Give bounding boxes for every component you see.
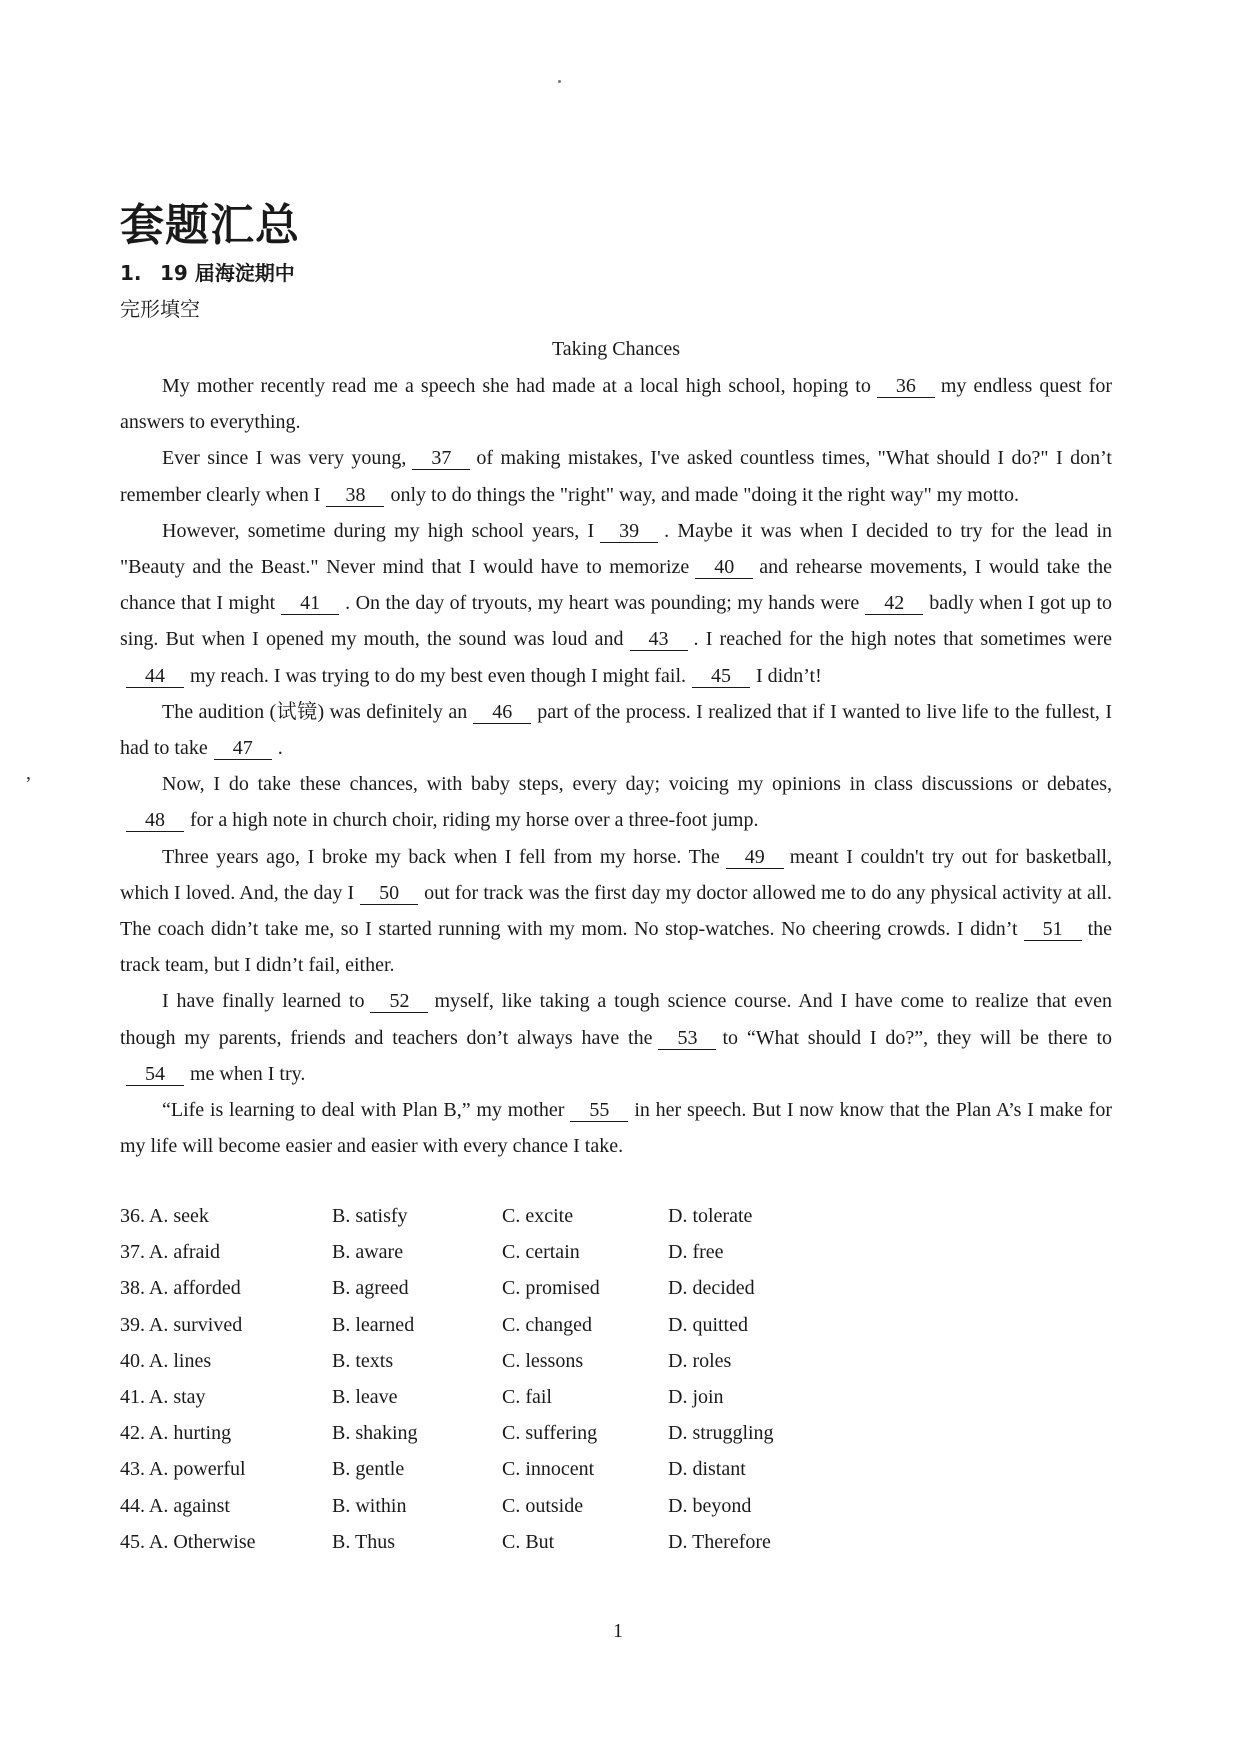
passage-text: My mother recently read me a speech she had made at a local high school, hoping to: [162, 375, 871, 397]
option-a: 42. A. hurting: [120, 1422, 232, 1445]
passage-text: . Maybe it was when I decided to try for the lead in "Beauty and the Beast." Never mind that I would have to memorize: [120, 519, 1112, 579]
passage-text: of making mistakes, I've asked countless times, "What should I do?" I don’t remember clearly when I: [120, 447, 1112, 506]
option-b: B. gentle: [332, 1458, 405, 1481]
option-row: [120, 1524, 820, 1560]
passage-title: Taking Chances: [551, 338, 680, 360]
passage-text: my reach. I was trying to do my best even though I might fail.: [190, 664, 687, 687]
passage-text: Now, I do take these chances, with baby steps, every day; voicing my opinions in class discussions or debates,: [162, 773, 1112, 796]
option-b: B. agreed: [332, 1277, 409, 1300]
option-c: C. outside: [502, 1494, 584, 1517]
option-d: D. distant: [668, 1458, 746, 1481]
option-c: C. changed: [502, 1313, 592, 1336]
option-d: D. tolerate: [668, 1205, 753, 1227]
blank-39: 39: [600, 520, 658, 543]
blank-38: 38: [326, 484, 384, 507]
option-row: [120, 1488, 820, 1524]
option-d: D. decided: [668, 1277, 755, 1300]
option-c: C. fail: [502, 1385, 552, 1408]
blank-55: 55: [570, 1099, 628, 1122]
option-b: B. shaking: [332, 1422, 418, 1445]
passage-text: for a high note in church choir, riding my horse over a three-foot jump.: [190, 809, 759, 832]
passage-paragraph: [120, 368, 1112, 440]
option-row: [120, 1451, 820, 1487]
section-type: 完形填空: [120, 297, 200, 321]
blank-48: 48: [126, 809, 184, 832]
option-row: [120, 1343, 820, 1379]
option-d: D. quitted: [668, 1313, 748, 1336]
option-a: 38. A. afforded: [120, 1277, 241, 1300]
passage-text: only to do things the "right" way, and made "doing it the right way" my motto.: [390, 483, 1019, 506]
option-d: D. free: [668, 1241, 724, 1264]
option-row: [120, 1307, 820, 1343]
option-c: C. lessons: [502, 1349, 584, 1372]
passage-text: However, sometime during my high school years, I: [162, 519, 595, 542]
passage-text: .: [277, 737, 283, 760]
option-d: D. Therefore: [668, 1530, 771, 1553]
passage-text: myself, like taking a tough science course. And I have come to realize that even though my parents, friends and teachers don’t always have the: [120, 990, 1112, 1049]
option-a: 43. A. powerful: [120, 1458, 246, 1481]
options-list: [120, 1198, 820, 1560]
blank-52: 52: [370, 990, 428, 1013]
option-d: D. join: [668, 1385, 724, 1408]
option-c: C. innocent: [502, 1458, 595, 1481]
blank-40: 40: [695, 556, 753, 579]
passage-text: . On the day of tryouts, my heart was pounding; my hands were: [345, 592, 860, 615]
blank-42: 42: [865, 592, 923, 615]
blank-43: 43: [630, 628, 688, 651]
blank-50: 50: [360, 882, 418, 905]
option-row: [120, 1198, 820, 1234]
document-title: 套题汇总: [120, 200, 300, 251]
blank-49: 49: [726, 846, 784, 869]
passage-paragraph: [120, 694, 1112, 766]
option-row: [120, 1234, 820, 1270]
option-b: B. aware: [332, 1241, 404, 1264]
blank-47: 47: [214, 737, 272, 760]
blank-45: 45: [692, 665, 750, 688]
passage-paragraph: [120, 839, 1112, 984]
passage-text: my endless quest for answers to everything.: [120, 375, 1112, 434]
option-c: C. promised: [502, 1277, 600, 1300]
passage-text: I didn’t!: [756, 664, 822, 687]
scan-speck: [558, 80, 561, 83]
passage-body: [120, 368, 1112, 1164]
option-a: 37. A. afraid: [120, 1241, 220, 1264]
passage-text: out for track was the first day my doctor allowed me to do any physical activity at all. The coach didn’t take me, so I started running with my mom. No stop-watches. No cheering crowds. I didn’t: [120, 881, 1112, 941]
passage-text: the track team, but I didn’t fail, either.: [120, 918, 1112, 977]
blank-53: 53: [658, 1027, 716, 1050]
blank-44: 44: [126, 665, 184, 688]
option-a: 41. A. stay: [120, 1385, 206, 1408]
passage-paragraph: [120, 1092, 1112, 1164]
passage-text: . I reached for the high notes that sometimes were: [693, 628, 1112, 651]
passage-text: badly when I got up to sing. But when I opened my mouth, the sound was loud and: [120, 592, 1113, 651]
section-heading: [120, 258, 295, 288]
passage-text: Three years ago, I broke my back when I fell from my horse. The: [162, 845, 720, 868]
blank-37: 37: [412, 447, 470, 470]
option-c: C. suffering: [502, 1422, 598, 1445]
passage-paragraph: [120, 983, 1112, 1092]
passage-text: in her speech. But I now know that the Plan A’s I make for my life will become easier and easier with every chance I take.: [120, 1099, 1112, 1158]
option-b: B. satisfy: [332, 1205, 408, 1227]
option-c: C. excite: [502, 1205, 574, 1227]
passage-paragraph: [120, 440, 1112, 512]
option-b: B. Thus: [332, 1530, 395, 1553]
option-d: D. struggling: [668, 1422, 774, 1445]
passage-text: part of the process. I realized that if I wanted to live life to the fullest, I had to take: [120, 700, 1112, 760]
option-row: [120, 1415, 820, 1451]
option-c: C. certain: [502, 1241, 580, 1264]
passage-text: The audition (试镜) was definitely an: [162, 700, 468, 723]
option-c: C. But: [502, 1530, 555, 1553]
option-a: 45. A. Otherwise: [120, 1530, 256, 1553]
passage-text: Ever since I was very young,: [162, 447, 407, 470]
passage-text: meant I couldn't try out for basketball, which I loved. And, the day I: [120, 845, 1112, 904]
option-a: 36. A. seek: [120, 1205, 209, 1227]
passage-text: and rehearse movements, I would take the chance that I might: [120, 556, 1112, 615]
blank-46: 46: [473, 701, 531, 724]
option-a: 44. A. against: [120, 1494, 230, 1517]
option-d: D. roles: [668, 1349, 732, 1372]
option-b: B. within: [332, 1494, 407, 1517]
passage-text: “Life is learning to deal with Plan B,” my mother: [162, 1099, 565, 1122]
passage-paragraph: [120, 513, 1112, 694]
section-number: 1.: [120, 261, 142, 285]
option-d: D. beyond: [668, 1494, 752, 1517]
page-number: 1: [613, 1620, 623, 1642]
option-b: B. texts: [332, 1349, 394, 1372]
option-b: B. learned: [332, 1313, 415, 1336]
passage-paragraph: [120, 766, 1112, 838]
blank-36: 36: [877, 375, 935, 398]
option-b: B. leave: [332, 1385, 398, 1408]
passage-text: I have finally learned to: [162, 990, 365, 1013]
blank-54: 54: [126, 1063, 184, 1086]
option-a: 39. A. survived: [120, 1313, 243, 1336]
section-label: 19 届海淀期中: [160, 261, 295, 285]
blank-51: 51: [1024, 918, 1082, 941]
blank-41: 41: [281, 592, 339, 615]
option-row: [120, 1270, 820, 1306]
passage-text: to “What should I do?”, they will be there to: [722, 1026, 1113, 1049]
passage-text: me when I try.: [190, 1062, 306, 1085]
margin-mark: ,: [26, 762, 31, 784]
option-row: [120, 1379, 820, 1415]
option-a: 40. A. lines: [120, 1349, 212, 1372]
